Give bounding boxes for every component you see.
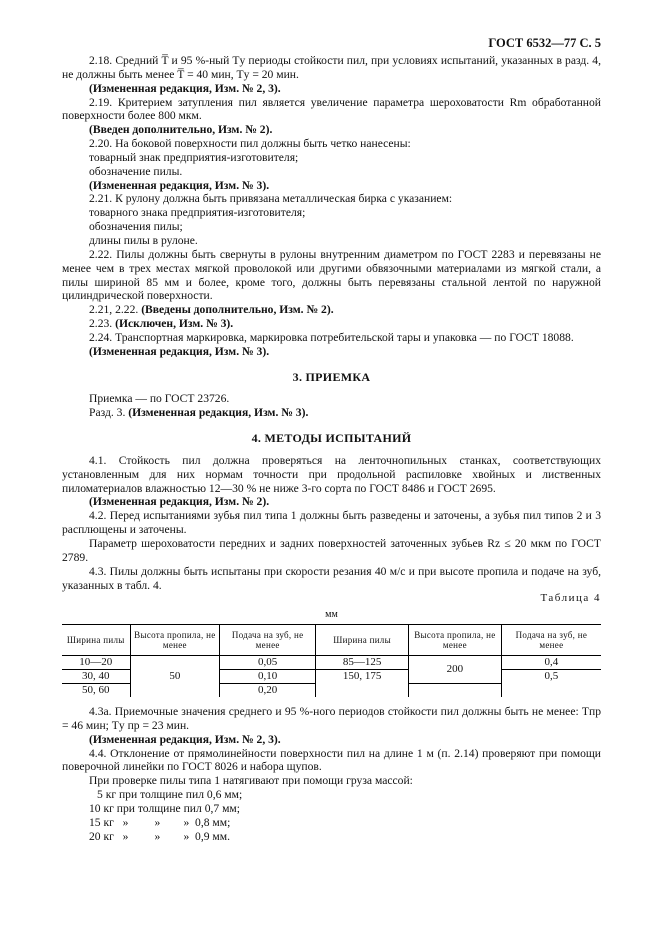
table-cell: 10—20	[62, 656, 130, 670]
section-ref: Разд. 3.	[89, 406, 126, 420]
clause-2-21-2-22-note	[62, 303, 601, 317]
clause-2-20-edition: (Измененная редакция, Изм. № 3).	[89, 178, 270, 192]
section-4-title: 4. МЕТОДЫ ИСПЫТАНИЙ	[251, 431, 412, 446]
clause-2-21-item: длины пилы в рулоне.	[89, 233, 198, 247]
clause-4-3: 4.3. Пилы должны быть испытаны при скорости резания 40 м/с и при высоте пропила и подаче на зуб, указанных в табл. 4.	[62, 564, 601, 592]
table-cell: 50	[130, 656, 220, 698]
clause-2-21: 2.21. К рулону должна быть привязана металлическая бирка с указанием:	[89, 192, 453, 206]
clause-4-4-weights-intro: При проверке пилы типа 1 натягивают при помощи груза массой:	[89, 774, 413, 788]
list-item: 5 кг при толщине пил 0,6 мм;	[97, 788, 243, 802]
table-cell	[408, 684, 501, 698]
edition-note: (Введены дополнительно, Изм. № 2).	[141, 303, 334, 317]
clause-4-3a: 4.3а. Приемочные значения среднего и 95 %-ного периодов стойкости пил должны быть не менее: Tпр = 46 мин; Tу пр = 23 мин.	[62, 705, 601, 732]
clause-2-24-edition: (Измененная редакция, Изм. № 3).	[89, 344, 270, 358]
section-3-title: 3. ПРИЕМКА	[292, 369, 371, 384]
table-header: Ширина пилы	[316, 625, 409, 656]
table-cell: 50, 60	[82, 684, 110, 697]
clause-4-1: 4.1. Стойкость пил должна проверяться на ленточнопильных станках, соответствующих установленным для них нормам точности при продольной распиловке хвойных и лиственных пиломатериалов влажностью 12—30 % не ниже 3-го сорта по ГОСТ 8486 и ГОСТ 2695.	[62, 453, 601, 495]
table-header: Высота пропила, не менее	[408, 625, 501, 656]
table-header: Ширина пилы	[62, 625, 130, 656]
section-3-text: Приемка — по ГОСТ 23726.	[89, 392, 230, 406]
table-cell: 30, 40	[62, 670, 130, 684]
list-item: 15 кг » » » 0,8 мм;	[89, 815, 231, 829]
table-header: Подача на зуб, не менее	[220, 625, 316, 656]
clause-4-4: 4.4. Отклонение от прямолинейности поверхности пил на длине 1 м (п. 2.14) проверяют при помощи поверочной линейки по ГОСТ 8026 и набора щупов.	[62, 746, 601, 774]
clause-2-21-item: обозначения пилы;	[89, 220, 183, 234]
table-header: Высота пропила, не менее	[130, 625, 220, 656]
table-cell: 200	[408, 656, 501, 684]
clause-2-18: 2.18. Средний T̅ и 95 %-ный Tу периоды стойкости пил, при условиях испытаний, указанных в разд. 4, не должны быть менее T̅ = 40 мин, Tу = 20 мин.	[62, 54, 601, 81]
table-cell: 150, 175	[316, 670, 409, 684]
table-cell: 0,10	[220, 670, 316, 684]
clause-2-20-item: товарный знак предприятия-изготовителя;	[89, 150, 299, 164]
table-cell: 0,20	[220, 684, 316, 698]
clause-4-2-roughness: Параметр шероховатости передних и задних поверхностей заточенных зубьев Rz ≤ 20 мкм по ГОСТ 2789.	[62, 537, 601, 564]
page-content	[62, 54, 601, 844]
section-3-edition	[62, 406, 601, 420]
list-item: 10 кг при толщине пил 0,7 мм;	[89, 801, 240, 815]
table-cell	[316, 684, 409, 698]
table-cell: 0,5	[501, 670, 601, 684]
table-cell: 0,05	[220, 656, 316, 670]
edition-note: (Измененная редакция, Изм. № 3).	[128, 406, 309, 420]
clause-2-24: 2.24. Транспортная маркировка, маркировка потребительской тары и упаковка — по ГОСТ 18088.	[89, 330, 574, 344]
list-item: 20 кг » » » 0,9 мм.	[89, 829, 230, 843]
clause-2-20-item: обозначение пилы.	[89, 164, 183, 178]
clause-2-21-item: товарного знака предприятия-изготовителя;	[89, 206, 306, 220]
clause-2-23	[62, 317, 601, 331]
clause-ref: 2.23.	[89, 317, 113, 331]
clause-ref: 2.21, 2.22.	[89, 303, 139, 317]
table-cell: 0,4	[501, 656, 601, 670]
weights-list	[62, 788, 601, 843]
table-header: Подача на зуб, не менее	[501, 625, 601, 656]
clause-4-2: 4.2. Перед испытаниями зубья пил типа 1 должны быть разведены и заточены, а зубья пил типов 2 и 3 расплющены и заточены.	[62, 509, 601, 537]
table-4	[62, 624, 601, 697]
clause-4-1-edition: (Измененная редакция, Изм. № 2).	[89, 495, 270, 509]
clause-4-3a-edition: (Измененная редакция, Изм. № 2, 3).	[89, 732, 281, 746]
table-cell	[501, 684, 601, 698]
page-header: ГОСТ 6532—77 С. 5	[488, 36, 601, 50]
clause-2-19-edition: (Введен дополнительно, Изм. № 2).	[89, 123, 273, 137]
table-cell: 85—125	[316, 656, 409, 670]
clause-2-19: 2.19. Критерием затупления пил является увеличение параметра шероховатости Rm обработанной поверхности более 800 мкм.	[62, 95, 601, 123]
clause-2-20: 2.20. На боковой поверхности пил должны быть четко нанесены:	[89, 137, 411, 151]
edition-note: (Исключен, Изм. № 3).	[115, 317, 234, 331]
clause-2-22: 2.22. Пилы должны быть свернуты в рулоны внутренним диаметром по ГОСТ 2283 и перевязаны не менее чем в трех местах мягкой проволокой или другими обвязочными материалами из мягкой стали, а пилы шириной 85 мм и более, кроме того, должны быть перевязаны стальной лентой по наружной цилиндрической поверхности.	[62, 247, 601, 303]
table-caption: Таблица 4	[540, 592, 601, 605]
table-row	[62, 656, 601, 670]
table-unit: мм	[325, 609, 338, 621]
clause-2-18-edition: (Измененная редакция, Изм. № 2, 3).	[89, 81, 281, 95]
table-header-row	[62, 625, 601, 656]
